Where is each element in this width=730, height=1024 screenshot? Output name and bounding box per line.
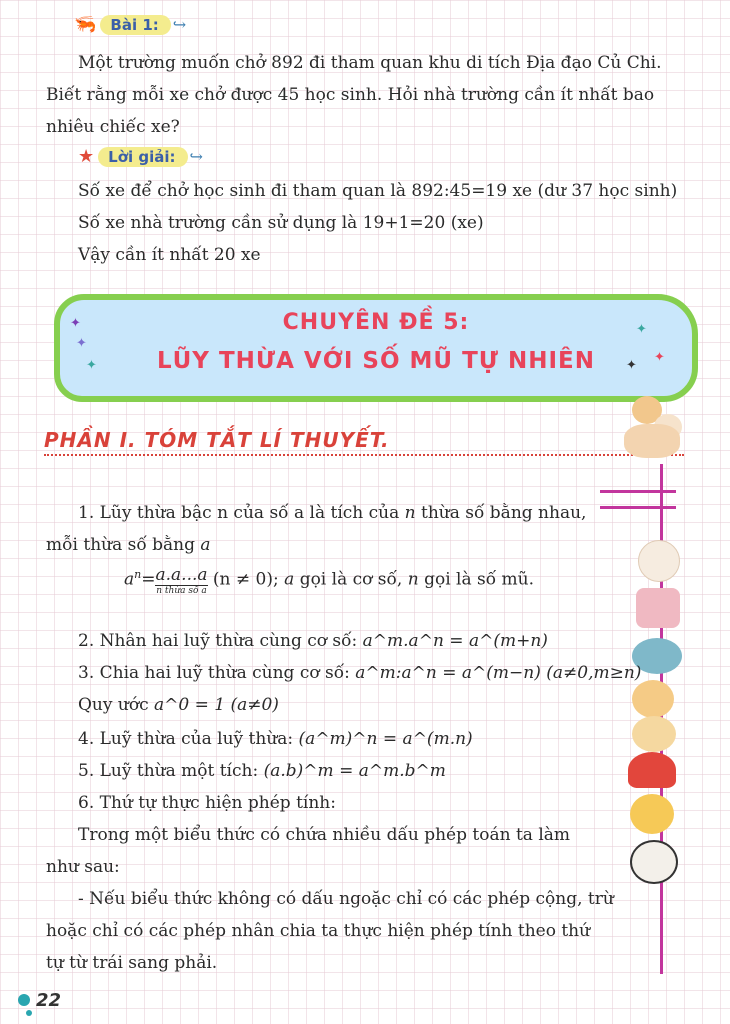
theory-text: 1. Lũy thừa bậc n của số a là tích của [78, 503, 400, 523]
paragraph-1-line-1: Trong một biểu thức có chứa nhiều dấu phép toán ta làm [78, 825, 571, 845]
star-icon: ✦ [636, 322, 647, 337]
shrimp-icon: 🦐 [74, 14, 97, 35]
theory-item-4 [78, 728, 473, 750]
formula: (a^m)^n = a^(m.n) [298, 729, 473, 749]
exercise-label: Bài 1: [100, 15, 170, 35]
frame-line [600, 506, 676, 509]
theory-text: Quy ước [78, 695, 149, 715]
paragraph-2-line-3: tự từ trái sang phải. [46, 953, 218, 973]
math-var: n [407, 569, 419, 590]
exercise-badge [74, 14, 186, 35]
theory-item-3 [78, 662, 641, 684]
section-divider [44, 454, 684, 456]
star-icon: ✦ [654, 350, 665, 365]
toy-illustration [630, 794, 674, 834]
theory-text: 2. Nhân hai luỹ thừa cùng cơ số: [78, 631, 358, 651]
solution-badge [78, 146, 203, 167]
starfish-icon: ★ [78, 146, 95, 167]
paragraph-1-line-2: như sau: [46, 857, 120, 877]
solution-line-2: Số xe nhà trường cần sử dụng là 19+1=20 (xe) [78, 213, 484, 233]
theory-text: 3. Chia hai luỹ thừa cùng cơ số: [78, 663, 350, 683]
formula: a^m.a^n = a^(m+n) [362, 631, 548, 651]
math-var: a [124, 569, 135, 590]
paragraph-2-line-2: hoặc chỉ có các phép nhân chia ta thực hiện phép tính theo thứ [46, 921, 591, 941]
section-title: PHẦN I. TÓM TẮT LÍ THUYẾT. [44, 428, 390, 452]
theory-text: gọi là số mũ. [424, 569, 535, 590]
panda-illustration [630, 840, 678, 884]
solution-line-3: Vậy cần ít nhất 20 xe [78, 245, 261, 265]
topic-line-2: LŨY THỪA VỚI SỐ MŨ TỰ NHIÊN [156, 348, 596, 374]
theory-item-1-line-1 [78, 502, 586, 524]
toy-illustration [632, 716, 676, 752]
math-exponent: n [134, 568, 142, 581]
formula-condition: (a≠0,m≥n) [546, 663, 642, 683]
star-icon: ✦ [76, 336, 87, 351]
formula-condition: (n ≠ 0); [212, 569, 279, 590]
solution-label: Lời giải: [98, 147, 187, 167]
mushroom-illustration [628, 752, 676, 788]
formula: (a.b)^m = a^m.b^m [263, 761, 446, 781]
formula: a^m:a^n = a^(m−n) [355, 663, 541, 683]
underbrace [155, 564, 207, 597]
theory-convention [78, 694, 279, 716]
formula-power-definition: $a^n=a.a...a$ n thừa số a (n ≠ 0); a gọi là cơ số, n gọi là số mũ. [124, 565, 535, 596]
toy-illustration [632, 680, 674, 718]
math-var: a [200, 535, 211, 555]
topic-title-box [54, 294, 698, 402]
problem-line-3: nhiêu chiếc xe? [46, 117, 180, 137]
star-icon: ✦ [70, 316, 81, 331]
problem-line-1: Một trường muốn chở 892 đi tham quan khu di tích Địa đạo Củ Chi. [78, 53, 662, 73]
theory-item-2 [78, 630, 548, 652]
toy-illustration [636, 588, 680, 628]
swirl-icon: ↪ [172, 15, 187, 34]
problem-line-2: Biết rằng mỗi xe chở được 45 học sinh. Hỏi nhà trường cần ít nhất bao [46, 85, 655, 105]
theory-text: gọi là cơ số, [299, 569, 403, 590]
star-icon: ✦ [86, 358, 97, 373]
math-var: a [284, 569, 295, 590]
theory-text: mỗi thừa số bằng [46, 535, 196, 555]
theory-text: thừa số bằng nhau, [421, 503, 587, 523]
theory-text: 5. Luỹ thừa một tích: [78, 761, 259, 781]
frame-line [600, 490, 676, 493]
solution-line-1: Số xe để chở học sinh đi tham quan là 892:45=19 xe (dư 37 học sinh) [78, 181, 678, 201]
product-expression: a.a...a [155, 565, 208, 585]
page-dot-icon [26, 1010, 32, 1016]
underbrace-label: n thừa số a [156, 586, 207, 596]
paragraph-2-line-1: - Nếu biểu thức không có dấu ngoặc chỉ có các phép cộng, trừ [78, 889, 614, 909]
topic-line-1: CHUYÊN ĐỀ 5: [282, 310, 470, 335]
theory-text: 4. Luỹ thừa của luỹ thừa: [78, 729, 294, 749]
swirl-icon: ↪ [189, 147, 203, 166]
toy-illustration [638, 540, 680, 582]
math-var: n [404, 503, 416, 523]
star-icon: ✦ [626, 358, 637, 373]
theory-item-5 [78, 760, 446, 782]
formula: a^0 = 1 (a≠0) [154, 695, 279, 715]
theory-item-1-line-2 [46, 534, 211, 556]
theory-item-6: 6. Thứ tự thực hiện phép tính: [78, 793, 336, 813]
page-number: 22 [36, 990, 62, 1011]
cat-illustration [624, 424, 680, 458]
page-dot-icon [18, 994, 30, 1006]
